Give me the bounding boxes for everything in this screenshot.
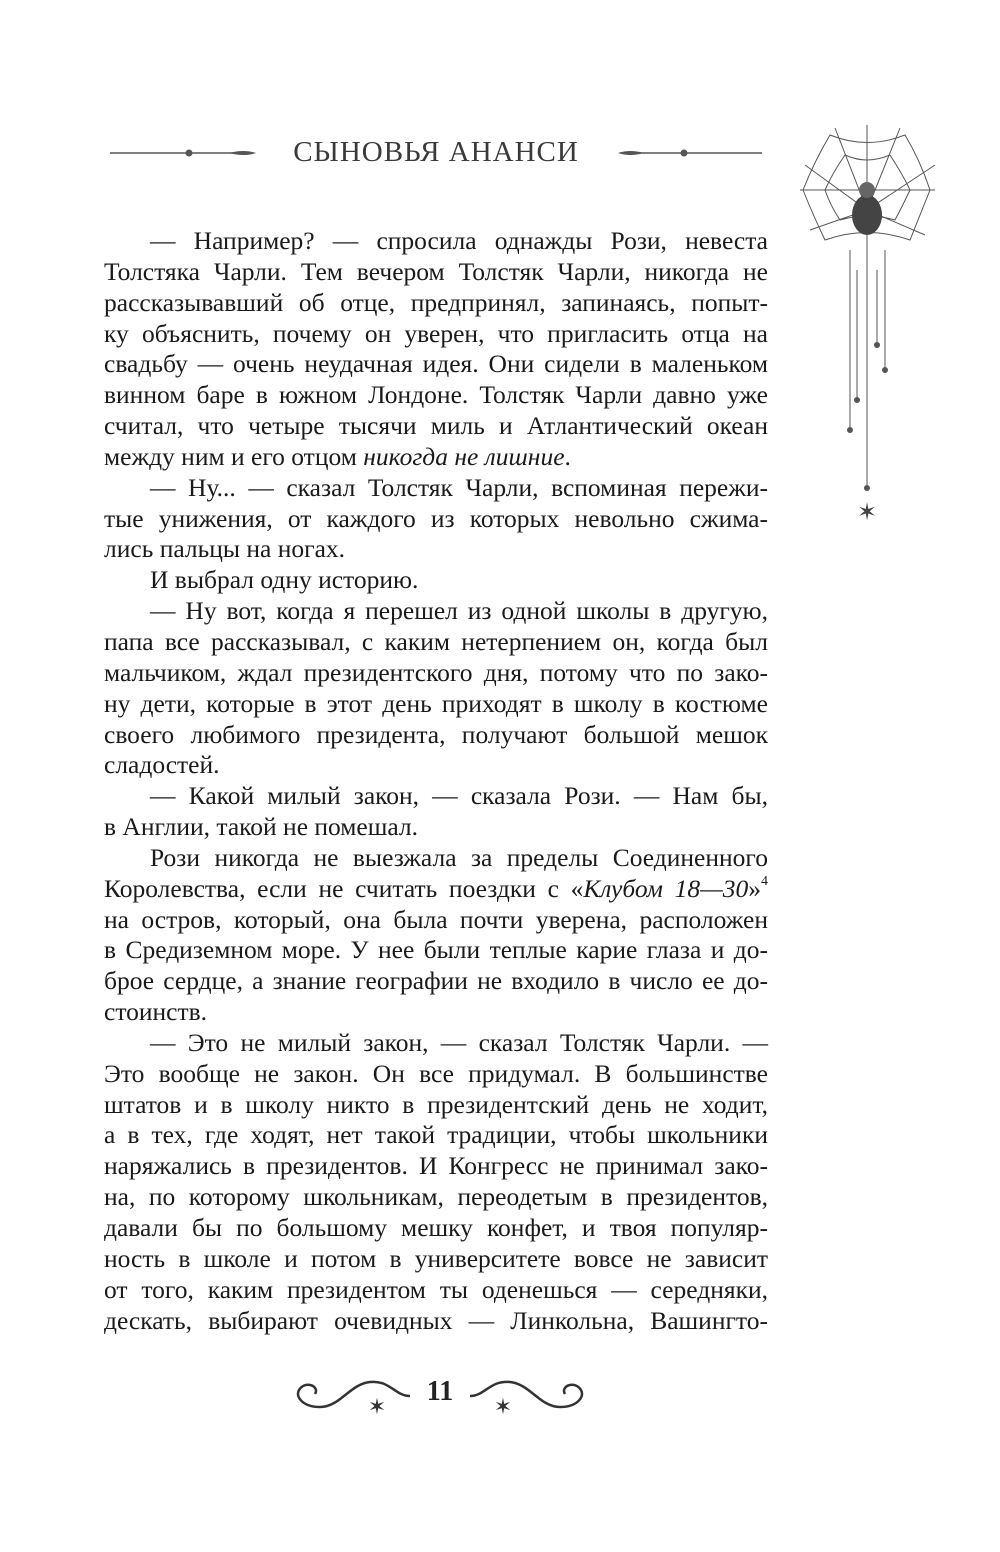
svg-text:✶: ✶ [367,1394,387,1418]
text-line [104,689,768,720]
line-text: папа все рассказывал, с каким нетерпением он, когда был [104,626,768,656]
line-text: между ним и его отцом [104,441,364,471]
text-line [104,658,768,689]
text-line [104,504,768,535]
page-footer [285,1372,595,1418]
text-line [104,534,768,565]
text-line [104,843,768,874]
text-line [104,997,768,1028]
line-text: — Ну вот, когда я перешел из одной школы в другую, [150,596,768,626]
text-line [104,288,768,319]
line-text: — Например? — спросила однажды Рози, невеста [150,226,768,255]
line-text: считал, что четыре тысячи миль и Атлантический океан [104,411,768,441]
line-text: Рози никогда не выезжала за пределы Соединенного [150,842,768,872]
line-text: Это вообще не закон. Он все придумал. В большинстве [104,1058,768,1088]
line-text: своего любимого президента, получают большой мешок [104,719,768,749]
line-text: — Это не милый закон, — сказал Толстяк Чарли. — [150,1027,768,1057]
text-line [104,319,768,350]
line-text: Королевства, если не считать поездки с « [104,873,584,903]
text-line [104,1151,768,1182]
line-text: а в тех, где ходят, нет такой традиции, чтобы школьники [104,1120,768,1150]
text-line [104,812,768,843]
text-line [104,349,768,380]
text-line [104,411,768,442]
running-head-title: СЫНОВЬЯ АНАНСИ [283,136,589,168]
text-line [104,1213,768,1244]
line-text: Толстяка Чарли. Тем вечером Толстяк Чарли, никогда не [104,256,768,286]
line-text: дескать, выбирают очевидных — Линкольна, Вашингто- [104,1305,768,1335]
text-line [104,257,768,288]
line-text: ку объяснить, почему он уверен, что пригласить отца на [104,318,768,348]
line-text: ность в школе и потом в университете вовсе не зависит [104,1243,768,1273]
line-text: — Какой милый закон, — сказала Рози. — Нам бы, [150,781,768,811]
line-text: наряжались в президентов. И Конгресс не принимал зако- [104,1151,768,1181]
text-line [104,473,768,504]
text-line [104,874,768,905]
text-line [104,720,768,751]
text-line [104,565,768,596]
page-number: 11 [426,1376,454,1407]
text-line [104,442,768,473]
running-head [104,128,768,178]
text-line [104,380,768,411]
svg-text:✶: ✶ [493,1394,513,1418]
line-text: свадьбу — очень неудачная идея. Они сидели в маленьком [104,349,768,379]
line-text: в Англии, такой не помешал. [104,812,419,842]
line-text: в Средиземном море. У нее были теплые карие глаза и до- [104,935,768,965]
text-line [104,935,768,966]
line-text: тые унижения, от каждого из которых невольно сжима- [104,503,768,533]
line-text: . [564,441,571,471]
text-line [104,1028,768,1059]
line-text: — Ну... — сказал Толстяк Чарли, вспоминая пережи- [150,472,768,502]
line-text: » [748,873,762,903]
line-text: рассказывавший об отце, предпринял, запинаясь, попыт- [104,287,768,317]
italic-text: никогда не лишние [363,441,565,471]
text-line [104,966,768,997]
line-text: стоинств. [104,997,208,1027]
spider-web-ornament [795,120,945,520]
line-text: брое сердце, а знание географии не входило в число ее до- [104,966,768,996]
text-line [104,627,768,658]
text-line [104,1182,768,1213]
line-text: сладостей. [104,750,220,780]
line-text: давали бы по большому мешку конфет, и твоя популяр- [104,1213,768,1242]
star-icon: ✶ [856,500,878,520]
page-body [104,226,768,1336]
text-line [104,750,768,781]
line-text: лись пальцы на ногах. [104,534,346,564]
text-line [104,905,768,936]
italic-text: Клубом 18—30 [583,873,749,903]
text-line [104,1306,768,1337]
line-text: ну дети, которые в этот день приходят в школу в костюме [104,688,768,718]
text-line [104,596,768,627]
text-line [104,1244,768,1275]
line-text: штатов и в школу никто в президентский день не ходит, [104,1089,768,1119]
footnote-ref[interactable]: 4 [761,873,769,889]
text-line [104,1059,768,1090]
line-text: мальчиком, ждал президентского дня, потому что по зако- [104,657,768,687]
text-line [104,226,768,257]
line-text: И выбрал одну историю. [150,565,419,595]
text-line [104,1275,768,1306]
line-text: на остров, который, она была почти уверена, расположен [104,904,768,934]
text-line [104,781,768,812]
line-text: на, по которому школьникам, переодетым в президентов, [104,1182,768,1212]
line-text: от того, каким президентом ты оденешься — середняки, [104,1274,768,1304]
text-line [104,1090,768,1121]
text-line [104,1120,768,1151]
line-text: винном баре в южном Лондоне. Толстяк Чарли давно уже [104,380,768,410]
